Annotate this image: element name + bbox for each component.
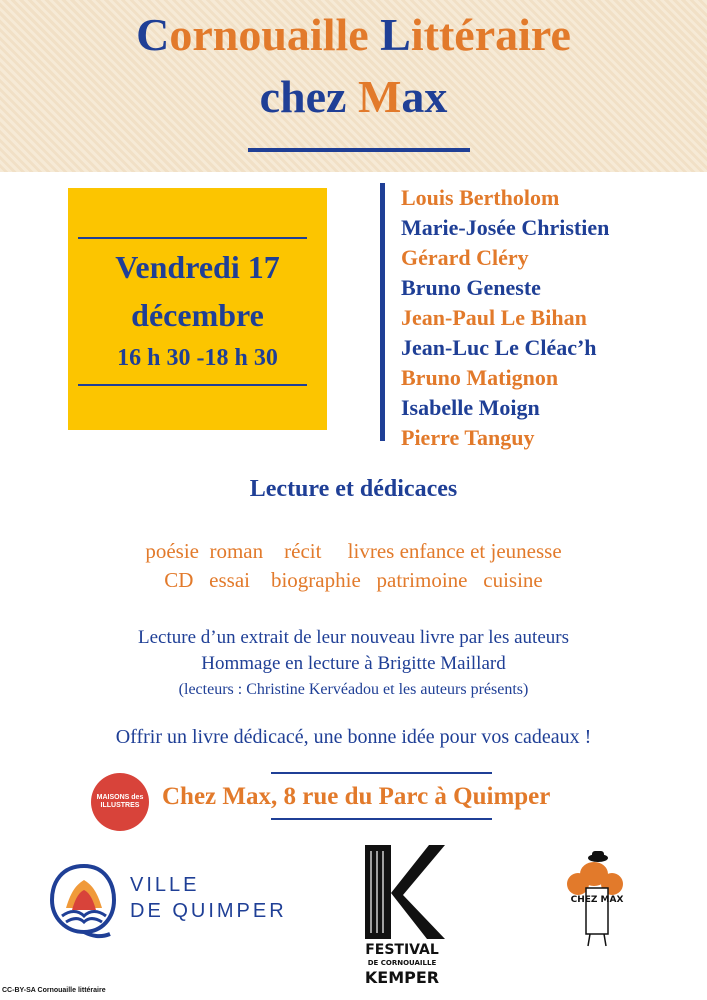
genres-line-1: poésie roman récit livres enfance et jeunesse — [145, 539, 562, 563]
tribute-text: Hommage en lecture à Brigitte Maillard — [201, 653, 506, 674]
genres-line-2: CD essai biographie patrimoine cuisine — [164, 568, 543, 592]
city-line-1: VILLE — [130, 874, 200, 896]
maisons-des-illustres-logo: MAISONS des ILLUSTRES — [91, 773, 149, 831]
author-name: Bruno Geneste — [401, 275, 541, 300]
reading-text: Lecture d’un extrait de leur nouveau livre par les auteurs — [137, 627, 569, 648]
title-segment: ornouaille — [169, 9, 381, 60]
title-line-1 — [0, 10, 707, 60]
city-line-2: DE QUIMPER — [130, 900, 287, 922]
date-month: décembre — [131, 297, 264, 333]
festival-line-2: DE CORNOUAILLE — [367, 959, 437, 967]
authors-divider — [380, 183, 385, 441]
title-segment: L — [380, 9, 411, 60]
readers-text: (lecteurs : Christine Kervéadou et les auteurs présents) — [178, 681, 529, 698]
author-name: Pierre Tanguy — [401, 425, 535, 450]
festival-line-1: FESTIVAL — [365, 942, 439, 958]
gift-text: Offrir un livre dédicacé, une bonne idée pour vos cadeaux ! — [115, 726, 592, 748]
festival-line-3: KEMPER — [364, 968, 440, 987]
venue-address: Chez Max, 8 rue du Parc à Quimper — [162, 783, 551, 810]
ville-de-quimper-logo — [44, 860, 124, 940]
author-name: Gérard Cléry — [401, 245, 529, 270]
author-name: Jean-Luc Le Cléac’h — [401, 335, 597, 360]
title-segment: ax — [401, 71, 448, 122]
festival-k-icon — [359, 843, 445, 941]
date-time: 16 h 30 -18 h 30 — [117, 345, 278, 371]
author-name: Louis Bertholom — [401, 185, 560, 210]
author-name: Isabelle Moign — [401, 395, 540, 420]
title-segment: M — [357, 71, 402, 122]
title-line-2 — [0, 72, 707, 122]
festival-logo — [359, 843, 445, 993]
author-name: Marie-Josée Christien — [401, 215, 610, 240]
author-name: Bruno Matignon — [401, 365, 559, 390]
title-underline — [248, 148, 470, 152]
city-name — [130, 872, 287, 924]
chez-max-logo — [560, 848, 636, 948]
title-segment: ittéraire — [410, 9, 571, 60]
address-rule-top — [271, 772, 492, 774]
address-rule-bottom — [271, 818, 492, 820]
title-segment: C — [136, 9, 170, 60]
date-rule-bottom — [78, 384, 307, 386]
chez-max-text: CHEZ MAX — [570, 895, 624, 905]
author-name: Jean-Paul Le Bihan — [401, 305, 587, 330]
event-heading: Lecture et dédicaces — [249, 476, 458, 502]
credit-text: CC-BY-SA Cornouaille littéraire — [2, 987, 106, 994]
authors-list — [401, 183, 609, 453]
title-segment: chez — [259, 71, 358, 122]
date-rule-top — [78, 237, 307, 239]
date-day: Vendredi 17 — [115, 249, 280, 285]
